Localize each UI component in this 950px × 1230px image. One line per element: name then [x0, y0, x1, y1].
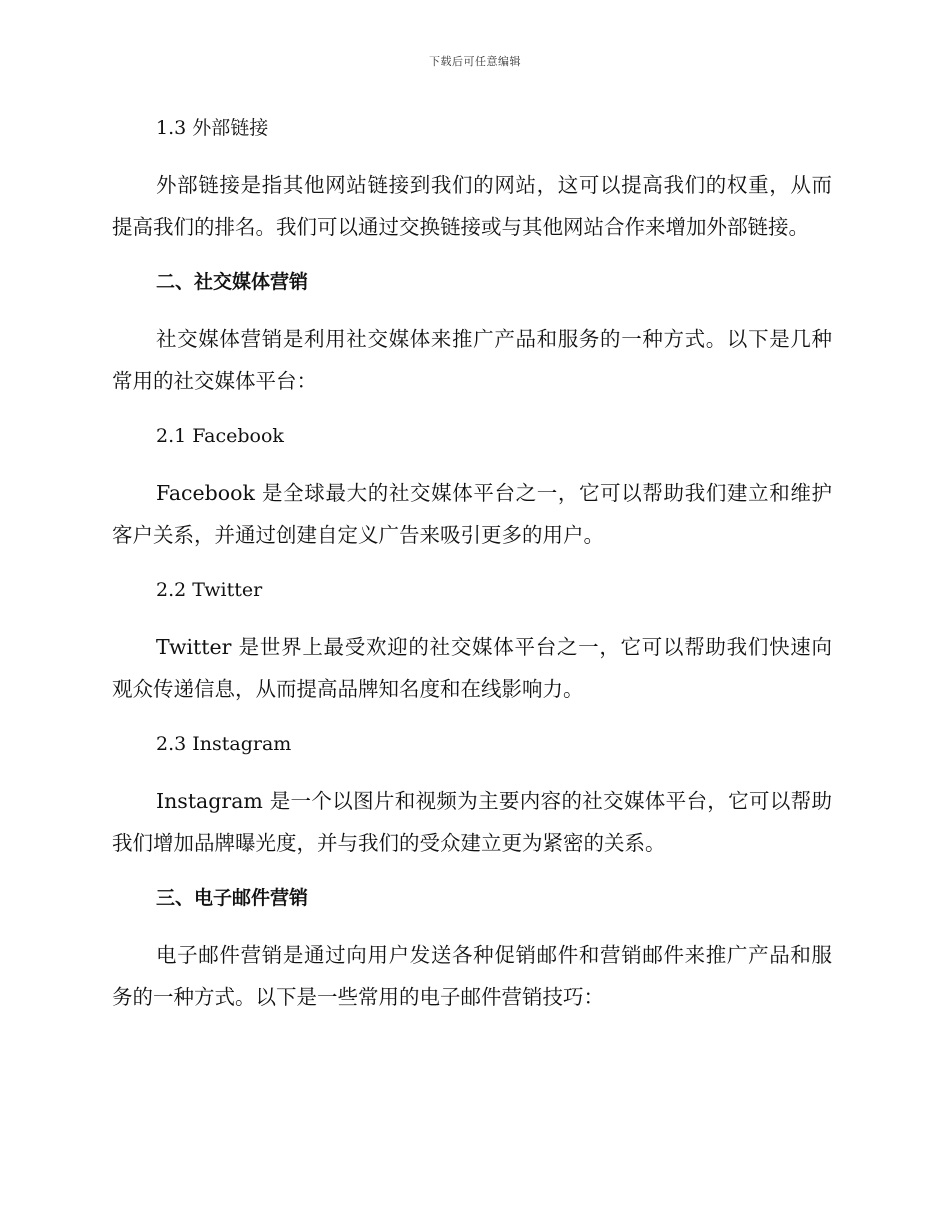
section-heading-1-3: 1.3 外部链接: [156, 117, 269, 139]
document-body: [112, 108, 832, 1018]
section-heading-2-1: 2.1 Facebook: [156, 425, 284, 447]
section-heading-2-2: 2.2 Twitter: [156, 579, 263, 601]
section-heading-2: 二、社交媒体营销: [156, 271, 309, 293]
section-heading-2-3: 2.3 Instagram: [156, 733, 292, 755]
section-paragraph-2-3: Instagram 是一个以图片和视频为主要内容的社交媒体平台，它可以帮助我们增加品牌曝光度，并与我们的受众建立更为紧密的关系。: [112, 789, 832, 855]
section-paragraph-2: 社交媒体营销是利用社交媒体来推广产品和服务的一种方式。以下是几种常用的社交媒体平台：: [112, 327, 832, 393]
page-header: 下载后可任意编辑: [429, 55, 521, 68]
section-paragraph-2-2: Twitter 是世界上最受欢迎的社交媒体平台之一，它可以帮助我们快速向观众传递信息，从而提高品牌知名度和在线影响力。: [112, 635, 832, 701]
section-heading-3: 三、电子邮件营销: [156, 887, 309, 909]
section-paragraph-2-1: Facebook 是全球最大的社交媒体平台之一，它可以帮助我们建立和维护客户关系，并通过创建自定义广告来吸引更多的用户。: [112, 481, 832, 547]
section-paragraph-3: 电子邮件营销是通过向用户发送各种促销邮件和营销邮件来推广产品和服务的一种方式。以下是一些常用的电子邮件营销技巧：: [112, 943, 832, 1009]
section-paragraph-1-3: 外部链接是指其他网站链接到我们的网站，这可以提高我们的权重，从而提高我们的排名。我们可以通过交换链接或与其他网站合作来增加外部链接。: [112, 173, 832, 239]
